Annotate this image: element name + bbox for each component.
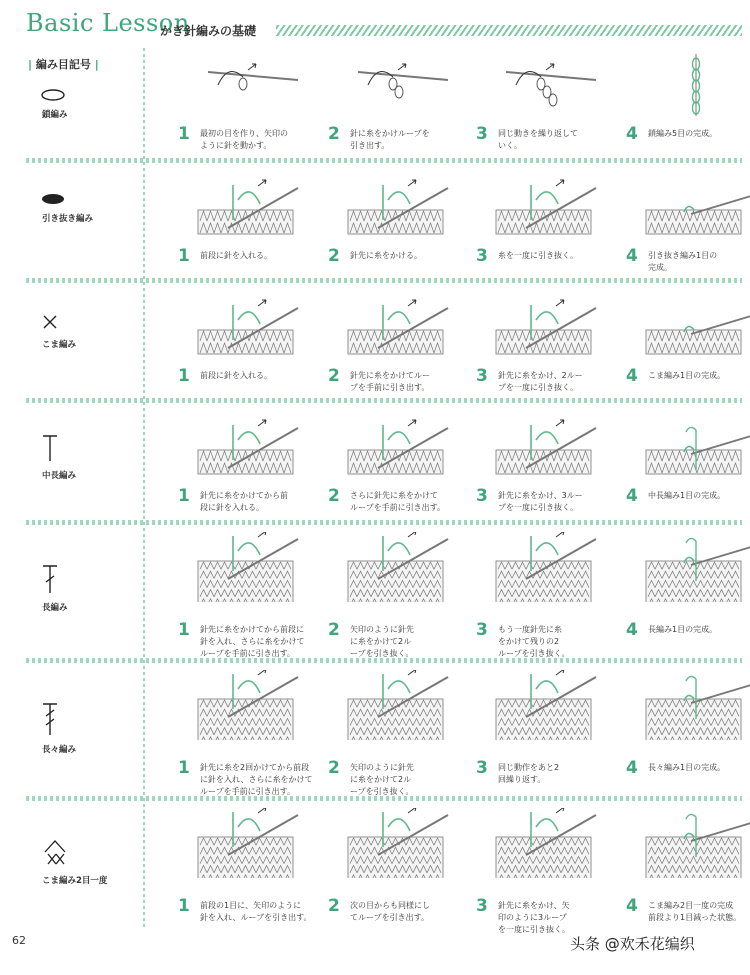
stitch-name: 長編み [42, 603, 68, 613]
step [178, 290, 318, 400]
step-illustration [338, 410, 458, 484]
step-illustration [338, 50, 458, 124]
step-number: 3 [476, 366, 488, 386]
step [328, 808, 468, 933]
stitch-name: 中長編み [42, 471, 77, 481]
step-number: 4 [626, 896, 638, 916]
step-illustration [486, 670, 606, 744]
step [476, 670, 616, 798]
step-description: 前段に針を入れる。 [200, 251, 272, 260]
step [328, 532, 468, 660]
step [476, 170, 616, 280]
step-illustration [486, 532, 606, 606]
stitch-symbol [30, 312, 130, 350]
stitch-name: 長々編み [42, 745, 77, 755]
chain-oval-icon [30, 88, 130, 102]
step-illustration [486, 290, 606, 364]
step-illustration [636, 290, 750, 364]
stitch-row [0, 48, 750, 160]
step [476, 808, 616, 933]
step-illustration [338, 290, 458, 364]
stitch-name: 鎖編み [42, 110, 68, 120]
watermark: 头条 @欢禾花编织 [570, 935, 695, 953]
stitch-symbol [30, 563, 130, 613]
step [476, 290, 616, 400]
step [328, 410, 468, 522]
stitch-name: こま編み [42, 340, 77, 350]
step-number: 3 [476, 124, 488, 144]
step-number: 2 [328, 366, 340, 386]
step-description: 最初の目を作り、矢印の ように針を動かす。 [200, 129, 288, 150]
step-description: 矢印のように針先 に糸をかけて2ル ープを引き抜く。 [350, 763, 414, 796]
step-illustration [486, 50, 606, 124]
step-number: 1 [178, 486, 190, 506]
step-description: 針先に糸をかけ、2ルー プを一度に引き抜く。 [498, 371, 583, 392]
stitch-row [0, 798, 750, 933]
stitch-row [0, 522, 750, 660]
step [626, 170, 750, 280]
step [626, 808, 750, 933]
step-description: 長編み1目の完成。 [648, 625, 718, 634]
step-number: 3 [476, 620, 488, 640]
step-illustration [188, 410, 308, 484]
stitch-symbol [30, 433, 130, 481]
step [328, 50, 468, 152]
step-number: 2 [328, 486, 340, 506]
step-illustration [636, 808, 750, 882]
step [328, 670, 468, 798]
step [178, 670, 318, 798]
step-description: 前段に針を入れる。 [200, 371, 272, 380]
step-number: 4 [626, 486, 638, 506]
step-description: 同じ動作をあと2 回繰り返す。 [498, 763, 560, 784]
step-number: 1 [178, 246, 190, 266]
step-illustration [188, 532, 308, 606]
stitch-name: 引き抜き編み [42, 214, 94, 224]
step-description: 針先に糸をかけ、矢 印のように3ループ を一度に引き抜く。 [498, 901, 570, 934]
page-header [0, 0, 750, 48]
step [178, 808, 318, 933]
step-illustration [486, 410, 606, 484]
step-number: 2 [328, 620, 340, 640]
step-number: 4 [626, 758, 638, 778]
step-illustration [188, 670, 308, 744]
stitch-row [0, 280, 750, 400]
double-t-icon [30, 563, 130, 595]
step-description: 針に糸をかけループを 引き出す。 [350, 129, 430, 150]
step-number: 3 [476, 758, 488, 778]
step-illustration [636, 410, 750, 484]
title-english: Basic Lesson [26, 9, 190, 37]
step-description: 針先に糸を2回かけてから前段 に針を入れ、さらに糸をかけて ループを手前に引き出す。 [200, 763, 313, 796]
treble-t-icon [30, 701, 130, 737]
step-number: 1 [178, 896, 190, 916]
step [626, 670, 750, 798]
step-illustration [486, 170, 606, 244]
stitch-row [0, 160, 750, 280]
step-illustration [188, 290, 308, 364]
step-number: 4 [626, 246, 638, 266]
step [626, 50, 750, 152]
stitch-row [0, 660, 750, 798]
step-illustration [188, 170, 308, 244]
step-illustration [486, 808, 606, 882]
step [476, 410, 616, 522]
step-description: 針先に糸をかける。 [350, 251, 422, 260]
step-description: 引き抜き編み1目の 完成。 [648, 251, 718, 272]
half-double-t-icon [30, 433, 130, 463]
step-description: 鎖編み5目の完成。 [648, 129, 718, 138]
step [328, 290, 468, 400]
step-number: 4 [626, 366, 638, 386]
step-number: 2 [328, 896, 340, 916]
step [476, 532, 616, 660]
step [328, 170, 468, 280]
stitch-name: こま編み2目一度 [42, 876, 108, 886]
step-description: 針先に糸をかけてから前 段に針を入れる。 [200, 491, 288, 512]
step-description: 次の目からも同様にし てループを引き出す。 [350, 901, 430, 922]
step-number: 2 [328, 246, 340, 266]
step-number: 1 [178, 758, 190, 778]
step [178, 532, 318, 660]
step-illustration [636, 532, 750, 606]
step [178, 410, 318, 522]
step-number: 3 [476, 246, 488, 266]
stitch-symbol [30, 88, 130, 120]
step [626, 290, 750, 400]
step [626, 410, 750, 522]
step-description: 長々編み1目の完成。 [648, 763, 726, 772]
step-number: 3 [476, 486, 488, 506]
step-illustration [188, 50, 308, 124]
step-number: 3 [476, 896, 488, 916]
step-description: 前段の1目に、矢印のように 針を入れ、ループを引き出す。 [200, 901, 312, 922]
step-description: 矢印のように針先 に糸をかけて2ル ープを引き抜く。 [350, 625, 414, 658]
step-description: 針先に糸をかけてから前段に 針を入れ、さらに糸をかけて ループを手前に引き出す。 [200, 625, 305, 658]
single-x-icon [30, 312, 130, 332]
header-hatch-decoration [276, 25, 742, 36]
step-description: 糸を一度に引き抜く。 [498, 251, 578, 260]
page-number: 62 [12, 934, 26, 947]
stitch-symbol [30, 701, 130, 755]
step-illustration [188, 808, 308, 882]
step [178, 170, 318, 280]
step [476, 50, 616, 152]
step-description: 針先に糸をかけ、3ルー プを一度に引き抜く。 [498, 491, 583, 512]
sc2tog-icon [30, 838, 130, 868]
step-illustration [636, 670, 750, 744]
step-illustration [338, 670, 458, 744]
step-illustration [338, 808, 458, 882]
step-description: こま編み2目一度の完成 前段より1目減った状態。 [648, 901, 742, 922]
title-japanese: かぎ針編みの基礎 [160, 24, 257, 38]
step-number: 4 [626, 620, 638, 640]
step-description: さらに針先に糸をかけて ループを手前に引き出す。 [350, 491, 445, 512]
step-description: 中長編み1目の完成。 [648, 491, 726, 500]
step-illustration [636, 170, 750, 244]
step-number: 4 [626, 124, 638, 144]
step [626, 532, 750, 660]
step-illustration [338, 170, 458, 244]
step-number: 2 [328, 758, 340, 778]
legend-title-text: 編み目記号 [35, 58, 91, 71]
step-number: 1 [178, 366, 190, 386]
step-illustration [636, 50, 750, 124]
step-number: 1 [178, 124, 190, 144]
step-description: 針先に糸をかけてルー プを手前に引き出す。 [350, 371, 430, 392]
step-description: 同じ動きを繰り返して いく。 [498, 129, 578, 150]
step-description: こま編み1目の完成。 [648, 371, 726, 380]
slip-dot-icon [30, 192, 130, 206]
step-number: 1 [178, 620, 190, 640]
stitch-row [0, 400, 750, 522]
step-illustration [338, 532, 458, 606]
stitch-symbol [30, 192, 130, 224]
step-number: 2 [328, 124, 340, 144]
step-description: もう一度針先に糸 をかけて残りの2 ループを引き抜く。 [498, 625, 570, 658]
step [178, 50, 318, 152]
legend-title: | 編み目記号 | [28, 58, 99, 71]
stitch-symbol [30, 838, 130, 886]
